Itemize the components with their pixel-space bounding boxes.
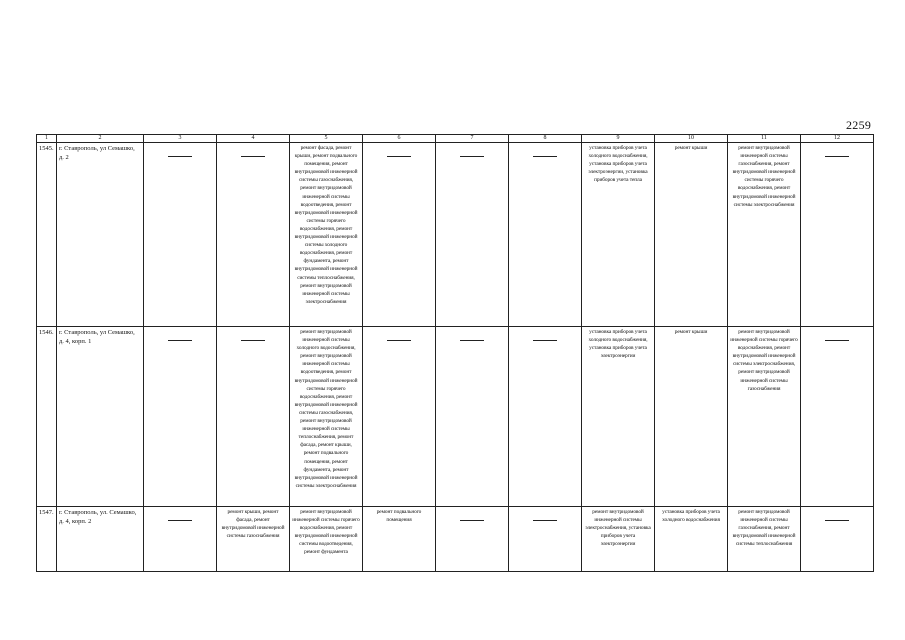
empty-cell-dash (801, 507, 874, 572)
column-header: 12 (801, 135, 874, 143)
row-number: 1546. (37, 327, 57, 507)
column-header: 6 (363, 135, 436, 143)
empty-cell-dash (801, 327, 874, 507)
work-cell: ремонт фасада, ремонт крыши, ремонт подвального помещения, ремонт внутридомовой инженерной системы газоснабжения, ремонт внутридомовой инженерной системы водоотведения, ремонт внутридомовой инженерной системы горячего водоснабжения, ремонт внутридомовой инженерной системы холодного водоснабжения, ремонт фундамента, ремонт внутридомовой инженерной системы теплоснабжения, ремонт внутридомовой инженерной системы электроснабжения (290, 143, 363, 327)
column-header: 2 (57, 135, 144, 143)
empty-cell-dash (436, 327, 509, 507)
work-cell: ремонт внутридомовой инженерной системы горячего водоснабжения, ремонт внутридомовой инженерной системы водоотведения, ремонт фундамента (290, 507, 363, 572)
column-header: 4 (217, 135, 290, 143)
address-cell: г. Ставрополь, ул Семашко, д. 2 (57, 143, 144, 327)
empty-cell-dash (363, 143, 436, 327)
work-cell: ремонт внутридомовой инженерной системы горячего водоснабжения, ремонт внутридомовой инженерной системы электроснабжения, ремонт внутридомовой инженерной системы газоснабжения (728, 327, 801, 507)
column-header: 5 (290, 135, 363, 143)
column-header: 8 (509, 135, 582, 143)
work-cell: ремонт внутридомовой инженерной системы газоснабжения, ремонт внутридомовой инженерной системы горячего водоснабжения, ремонт внутридомовой инженерной системы электроснабжения (728, 143, 801, 327)
row-number: 1547. (37, 507, 57, 572)
page-number: 2259 (846, 118, 872, 132)
empty-cell-dash (217, 143, 290, 327)
column-header: 10 (655, 135, 728, 143)
empty-cell-dash (363, 327, 436, 507)
empty-cell-dash (217, 327, 290, 507)
empty-cell-dash (509, 327, 582, 507)
address-cell: г. Ставрополь, ул Семашко, д. 4, корп. 1 (57, 327, 144, 507)
work-cell: установка приборов учета холодного водоснабжения, установка приборов учета электроэнергии, установка приборов учета тепла (582, 143, 655, 327)
table-row (37, 327, 874, 507)
repair-works-table (36, 134, 874, 572)
column-header: 7 (436, 135, 509, 143)
empty-cell-dash (436, 507, 509, 572)
column-header: 9 (582, 135, 655, 143)
work-cell: ремонт подвального помещения (363, 507, 436, 572)
table-row (37, 507, 874, 572)
empty-cell-dash (144, 143, 217, 327)
empty-cell-dash (436, 143, 509, 327)
work-cell: ремонт крыши (655, 143, 728, 327)
work-cell: ремонт крыши, ремонт фасада, ремонт внутридомовой инженерной системы газоснабжения (217, 507, 290, 572)
column-header: 3 (144, 135, 217, 143)
table-row (37, 143, 874, 327)
work-cell: ремонт крыши (655, 327, 728, 507)
empty-cell-dash (509, 507, 582, 572)
header-row (37, 135, 874, 143)
empty-cell-dash (801, 143, 874, 327)
empty-cell-dash (144, 327, 217, 507)
row-number: 1545. (37, 143, 57, 327)
address-cell: г. Ставрополь, ул. Семашко, д. 4, корп. 2 (57, 507, 144, 572)
work-cell: установка приборов учета холодного водоснабжения, установка приборов учета электроэнергии (582, 327, 655, 507)
work-cell: установка приборов учета холодного водоснабжения (655, 507, 728, 572)
work-cell: ремонт внутридомовой инженерной системы газоснабжения, ремонт внутридомовой инженерной системы теплоснабжения (728, 507, 801, 572)
work-cell: ремонт внутридомовой инженерной системы электроснабжения, установка приборов учета электроэнергии (582, 507, 655, 572)
work-cell: ремонт внутридомовой инженерной системы холодного водоснабжения, ремонт внутридомовой инженерной системы водоотведения, ремонт внутридомовой инженерной системы горячего водоснабжения, ремонт внутридомовой инженерной системы газоснабжения, ремонт внутридомовой инженерной системы теплоснабжения, ремонт фасада, ремонт крыши, ремонт подвального помещения, ремонт фундамента, ремонт внутридомовой инженерной системы электроснабжения (290, 327, 363, 507)
column-header: 1 (37, 135, 57, 143)
column-header: 11 (728, 135, 801, 143)
empty-cell-dash (144, 507, 217, 572)
empty-cell-dash (509, 143, 582, 327)
